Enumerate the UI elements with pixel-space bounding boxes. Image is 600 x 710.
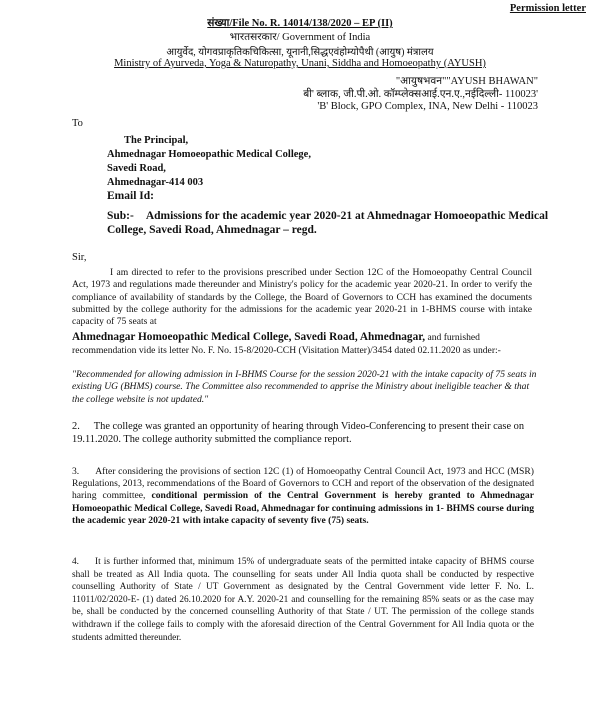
paragraph-2-text: The college was granted an opportunity of hearing through Video-Conferencing to present their case on 19.11.2020. The college authority submitted the compliance report.	[72, 421, 525, 445]
college-name: Ahmednagar Homoeopathic Medical College, Savedi Road, Ahmednagar,	[72, 331, 426, 343]
paragraph-2-number: 2.	[72, 421, 80, 432]
address-line-3: 'B' Block, GPO Complex, INA, New Delhi - 110023	[317, 101, 538, 112]
paragraph-2	[72, 420, 542, 446]
recipient-city: Ahmednagar-414 003	[107, 177, 204, 188]
college-tail: and furnished	[425, 332, 480, 343]
subject-line	[107, 209, 551, 237]
salutation: Sir,	[72, 252, 87, 263]
paragraph-4-text: It is further informed that, minimum 15% of undergraduate seats of the permitted intake capacity of BHMS course shall be treated as All India quota. The counselling for seats under All India quota shall be conducted by respective counselling Authority of State / UT Government as designated by the Central Government vide letter F. No. L. 11011/02/2020-E- (1) dated 26.10.2020 for A.Y. 2020-21 and counselling for the remaining 85% seats or as the case may be, shall be conducted by the concerned counselling Authority of that State / UT. The permission of the college stands withdrawn if the college fails to comply with the aforesaid direction of the Central Government for All India quota or the students admitted thereunder.	[72, 557, 534, 643]
paragraph-3-text: After considering the provisions of section 12C (1) of Homoeopathy Central Council Act, 1973 and HCC (MSR) Regulations, 2013, recommendations of the Board of Governors to CCH and report of the observation of the designated haring committee,	[72, 466, 534, 502]
quoted-recommendation: "Recommended for allowing admission in I-BHMS Course for the session 2020-21 with the intake capacity of 75 seats in existing UG (BHMS) course. The Committee also recommended to apprise the Ministry about ineligible teacher & that the college website is not updated."	[72, 369, 537, 405]
paragraph-3-permission: conditional permission of the Central Government is hereby granted to Ahmednagar Homoeopathic Medical College, Savedi Road, Ahmednagar for continuing admissions in 1- BHMS course during the academic year 2020-21 with intake capacity of seventy five (75) seats.	[72, 490, 534, 526]
to-label: To	[72, 118, 83, 129]
ministry-name-english: Ministry of Ayurveda, Yoga & Naturopathy, Unani, Siddha and Homoeopathy (AYUSH)	[114, 58, 486, 69]
recipient-road: Savedi Road,	[107, 163, 166, 174]
recipient-email: Email Id:	[107, 190, 154, 202]
subject-text: Admissions for the academic year 2020-21 at Ahmednagar Homoeopathic Medical College, Savedi Road, Ahmednagar – regd.	[107, 210, 549, 236]
paragraph-1-college	[72, 331, 532, 343]
permission-letter-label: Permission letter	[509, 3, 586, 14]
address-line-1: "आयुषभवन""AYUSH BHAWAN"	[395, 76, 538, 87]
file-number: संख्या/File No. R. 14014/138/2020 – EP (II)	[207, 18, 393, 29]
paragraph-1-recommendation: recommendation vide its letter No. F. No. 15-8/2020-CCH (Visitation Matter)/3454 dated 02.11.2020 as under:-	[72, 345, 501, 356]
address-line-2: बी' ब्लाक, जी.पी.ओ. कॉम्प्लेक्सआई.एन.ए.,नईदिल्ली- 110023'	[303, 89, 538, 100]
paragraph-4-number: 4.	[72, 557, 79, 567]
paragraph-1-opening: I am directed to refer to the provisions prescribed under Section 12C of the Homoeopathy Central Council Act, 1973 and regulations made thereunder and Ministry's policy for the academic year 2020-21. In order to verify the compliance of availability of standards by the College, the Board of Governors to CCH has examined the documents submitted by the college authority for the admissions for the academic year 2020-21 in 1-BHMS course with intake capacity of 75 seats at	[72, 267, 532, 328]
recipient-college: Ahmednagar Homoeopathic Medical College,	[107, 149, 311, 160]
paragraph-3	[72, 466, 534, 527]
paragraph-3-number: 3.	[72, 466, 80, 477]
recipient-title: The Principal,	[124, 135, 189, 146]
government-line: भारतसरकार/ Government of India	[229, 32, 371, 43]
paragraph-4	[72, 556, 534, 644]
ministry-name-hindi: आयुर्वेद, योगवप्राकृतिकचिकित्सा, यूनानी,सिद्धएवंहोम्योपैथी (आयुष) मंत्रालय	[166, 47, 434, 58]
subject-label: Sub:-	[107, 210, 134, 222]
